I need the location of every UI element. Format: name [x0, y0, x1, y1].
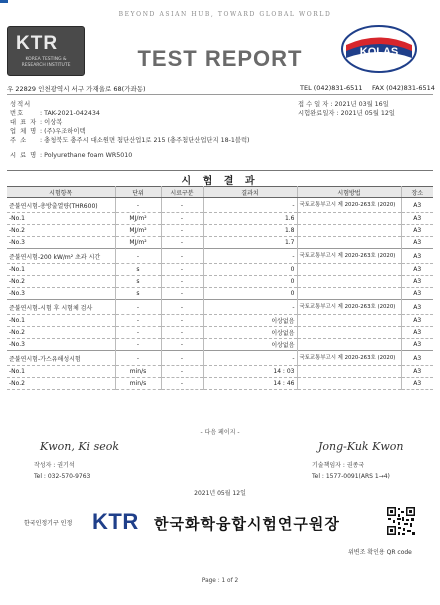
- cell-item: 준불연시험-200 kW/m² 초과 시간: [7, 249, 115, 264]
- cell-unit: min/s: [115, 366, 161, 378]
- approver-signature: Jong-Kuk Kwon: [318, 440, 404, 453]
- received-row: 접 수 일 자 : 2021년 03월 16일: [298, 101, 389, 108]
- cell-place: A3: [401, 315, 433, 327]
- table-row: [7, 288, 433, 300]
- cell-method: [297, 339, 401, 351]
- approver-tel: Tel : 1577-0091(ARS 1→4): [312, 473, 390, 480]
- table-row-main: [7, 351, 433, 366]
- rep-label: 대 표 자: [10, 119, 38, 126]
- table-row: [7, 237, 433, 249]
- cell-sample: -: [161, 213, 203, 225]
- cert-no-label: 성적서번호: [10, 101, 32, 117]
- cell-unit: -: [115, 198, 161, 213]
- rep-value: 이상복: [44, 119, 63, 126]
- table-row: [7, 225, 433, 237]
- cell-unit: -: [115, 339, 161, 351]
- cell-method: [297, 366, 401, 378]
- author-role: 작성자 : 권기석: [34, 462, 75, 469]
- table-row-main: [7, 300, 433, 315]
- cell-result: 0: [203, 264, 297, 276]
- qr-code-label: 위변조 확인용 QR code: [348, 549, 412, 556]
- lab-tel: TEL (042)831-6511: [300, 84, 363, 92]
- cell-place: A3: [401, 198, 433, 213]
- cell-unit: -: [115, 315, 161, 327]
- table-row: [7, 327, 433, 339]
- completed-value: 2021년 05월 12일: [340, 110, 395, 117]
- cell-item: -No.2: [7, 378, 115, 390]
- cell-method: [297, 315, 401, 327]
- addr-row: 주 소 : 충청북도 충주시 대소원면 첨단산업1로 215 (충주첨단산업단지 18-1블럭): [10, 137, 250, 144]
- cell-result: -: [203, 300, 297, 315]
- issue-date: 2021년 05월 12일: [194, 490, 246, 497]
- ktr-logo-text: KTR: [16, 33, 59, 54]
- table-row: [7, 315, 433, 327]
- cell-place: A3: [401, 288, 433, 300]
- cell-place: A3: [401, 351, 433, 366]
- table-row-main: [7, 198, 433, 213]
- cell-sample: -: [161, 264, 203, 276]
- table-row: [7, 276, 433, 288]
- cell-result: 이상없음: [203, 315, 297, 327]
- cell-place: A3: [401, 225, 433, 237]
- cell-result: 14 : 03: [203, 366, 297, 378]
- col-header-sample: 시료구분: [161, 187, 203, 198]
- cell-item: -No.2: [7, 327, 115, 339]
- cell-unit: s: [115, 288, 161, 300]
- cell-place: A3: [401, 366, 433, 378]
- cert-no-row: 성적서번호 : TAK-2021-042434: [10, 101, 100, 117]
- qr-code-icon: [386, 506, 416, 536]
- cell-item: -No.1: [7, 315, 115, 327]
- cell-result: 이상없음: [203, 327, 297, 339]
- author-tel: Tel : 032-570-9763: [34, 473, 91, 480]
- cell-sample: -: [161, 198, 203, 213]
- ktr-logo-subtext: KOREA TESTING & RESEARCH INSTITUTE: [21, 57, 71, 68]
- kolas-logo: [340, 24, 418, 74]
- cell-unit: MJ/m²: [115, 225, 161, 237]
- table-row-main: [7, 249, 433, 264]
- cell-item: -No.2: [7, 225, 115, 237]
- header-tagline: BEYOND ASIAN HUB, TOWARD GLOBAL WORLD: [118, 11, 332, 18]
- company-value: (주)우조하이텍: [44, 128, 86, 135]
- cell-unit: MJ/m²: [115, 213, 161, 225]
- col-header-item: 시험항목: [7, 187, 115, 198]
- top-accent-bar: [0, 0, 8, 3]
- cell-method: 국토교통부고시 제 2020-263호 (2020): [297, 300, 401, 315]
- received-value: 2021년 03월 16일: [334, 101, 389, 108]
- cell-place: A3: [401, 264, 433, 276]
- cell-item: -No.3: [7, 237, 115, 249]
- cell-method: [297, 237, 401, 249]
- cell-unit: MJ/m²: [115, 237, 161, 249]
- results-header-row: [7, 187, 433, 198]
- col-header-place: 장소: [401, 187, 433, 198]
- table-row: [7, 378, 433, 390]
- cell-sample: -: [161, 225, 203, 237]
- cell-result: 0: [203, 288, 297, 300]
- cell-method: [297, 378, 401, 390]
- cell-unit: -: [115, 351, 161, 366]
- cell-place: A3: [401, 339, 433, 351]
- cell-result: -: [203, 351, 297, 366]
- cell-method: [297, 264, 401, 276]
- table-row: [7, 339, 433, 351]
- cell-place: A3: [401, 249, 433, 264]
- cell-item: 준불연시험-시험 후 시험체 검사: [7, 300, 115, 315]
- cell-result: 1.8: [203, 225, 297, 237]
- cell-item: 준불연시험-가스유해성시험: [7, 351, 115, 366]
- table-row: [7, 213, 433, 225]
- cell-method: [297, 276, 401, 288]
- organization-name: 한국화학융합시험연구원장: [154, 515, 340, 533]
- company-label: 업 체 명: [10, 128, 38, 135]
- cell-sample: -: [161, 276, 203, 288]
- cell-place: A3: [401, 378, 433, 390]
- cell-item: -No.1: [7, 213, 115, 225]
- cell-method: [297, 225, 401, 237]
- cell-place: A3: [401, 276, 433, 288]
- cell-item: -No.2: [7, 276, 115, 288]
- sample-row: 시 료 명 : Polyurethane foam WR5010: [10, 152, 133, 159]
- cell-place: A3: [401, 213, 433, 225]
- cell-result: 1.6: [203, 213, 297, 225]
- cell-item: 준불연시험-총방출열량(THR600): [7, 198, 115, 213]
- sample-value: Polyurethane foam WR5010: [44, 152, 133, 159]
- cell-sample: -: [161, 315, 203, 327]
- cell-method: [297, 327, 401, 339]
- completed-label: 시험완료일자: [298, 110, 335, 117]
- cell-result: 이상없음: [203, 339, 297, 351]
- header-divider: [7, 94, 433, 95]
- results-title: 시 험 결 과: [7, 170, 433, 189]
- approver-role: 기술책임자 : 권종국: [312, 462, 365, 469]
- cell-sample: -: [161, 249, 203, 264]
- cell-sample: -: [161, 378, 203, 390]
- cell-result: 14 : 46: [203, 378, 297, 390]
- cell-unit: s: [115, 276, 161, 288]
- ktr-logo: [7, 26, 85, 76]
- cell-item: -No.3: [7, 339, 115, 351]
- results-table: [7, 186, 433, 390]
- cell-item: -No.1: [7, 366, 115, 378]
- table-row: [7, 366, 433, 378]
- cell-unit: s: [115, 264, 161, 276]
- cell-sample: -: [161, 351, 203, 366]
- cell-place: A3: [401, 300, 433, 315]
- cell-item: -No.1: [7, 264, 115, 276]
- cell-place: A3: [401, 327, 433, 339]
- received-label: 접 수 일 자: [298, 101, 329, 108]
- col-header-method: 시험방법: [297, 187, 401, 198]
- cell-result: -: [203, 249, 297, 264]
- company-row: 업 체 명 : (주)우조하이텍: [10, 128, 86, 135]
- cell-sample: -: [161, 366, 203, 378]
- sample-label: 시 료 명: [10, 152, 38, 159]
- cell-method: [297, 288, 401, 300]
- continue-note: - 다음 페이지 -: [200, 429, 240, 436]
- cell-method: 국토교통부고시 제 2020-263호 (2020): [297, 249, 401, 264]
- cell-result: -: [203, 198, 297, 213]
- cell-method: 국토교통부고시 제 2020-263호 (2020): [297, 198, 401, 213]
- addr-label: 주 소: [10, 137, 28, 144]
- rep-row: 대 표 자 : 이상복: [10, 119, 63, 126]
- footer-organization: [24, 509, 374, 537]
- report-title: TEST REPORT: [137, 46, 303, 71]
- kolas-logo-text: KOLAS: [359, 46, 399, 58]
- cell-result: 1.7: [203, 237, 297, 249]
- cell-unit: -: [115, 300, 161, 315]
- cell-sample: -: [161, 237, 203, 249]
- page-number: Page : 1 of 2: [201, 578, 239, 584]
- results-body: [7, 198, 433, 390]
- cell-sample: -: [161, 288, 203, 300]
- cell-unit: min/s: [115, 378, 161, 390]
- lab-fax: FAX (042)831-6514: [372, 84, 435, 92]
- table-row: [7, 264, 433, 276]
- col-header-unit: 단위: [115, 187, 161, 198]
- completed-row: 시험완료일자 : 2021년 05월 12일: [298, 110, 395, 117]
- addr-value: 충청북도 충주시 대소원면 첨단산업1로 215 (충주첨단산업단지 18-1블럭): [44, 137, 250, 144]
- cell-method: 국토교통부고시 제 2020-263호 (2020): [297, 351, 401, 366]
- cert-no-value: TAK-2021-042434: [44, 110, 100, 117]
- cell-method: [297, 213, 401, 225]
- cell-sample: -: [161, 327, 203, 339]
- report-info-right: [298, 100, 438, 118]
- cell-sample: -: [161, 300, 203, 315]
- author-signature: Kwon, Ki seok: [40, 440, 120, 453]
- cell-unit: -: [115, 249, 161, 264]
- report-info-left: [10, 100, 290, 160]
- cell-place: A3: [401, 237, 433, 249]
- accreditation-label: 한국인정기구 인정: [24, 520, 73, 527]
- cell-result: 0: [203, 276, 297, 288]
- lab-address: 우 22829 인천광역시 서구 가재울로 68(가좌동): [7, 85, 146, 93]
- ktr-footer-logo: KTR: [92, 509, 139, 534]
- cell-item: -No.3: [7, 288, 115, 300]
- cell-sample: -: [161, 339, 203, 351]
- cell-unit: -: [115, 327, 161, 339]
- col-header-result: 결과치: [203, 187, 297, 198]
